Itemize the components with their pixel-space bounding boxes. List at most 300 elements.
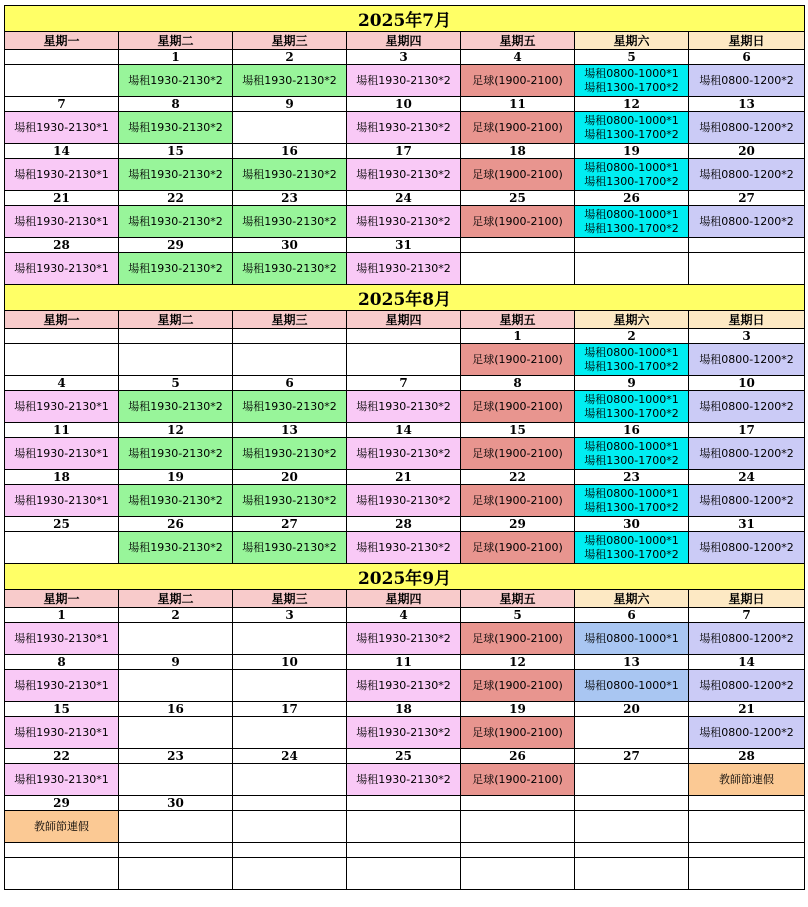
weekday-header: 星期五: [461, 311, 575, 329]
event-cell[interactable]: [119, 391, 233, 423]
event-cell[interactable]: [461, 391, 575, 423]
event-cell[interactable]: [575, 65, 689, 97]
event-cell[interactable]: [575, 717, 689, 749]
event-cell[interactable]: [233, 764, 347, 796]
event-label: 場租1930-2130*2: [356, 540, 451, 554]
date-number: 2: [119, 608, 233, 623]
weekday-header: 星期日: [689, 311, 805, 329]
weekday-header-row: [5, 311, 805, 329]
event-label: 足球(1900-2100): [472, 399, 563, 413]
date-number-row: [5, 608, 805, 623]
date-number: [233, 329, 347, 344]
empty-cell: [461, 843, 575, 858]
weekday-header: 星期二: [119, 311, 233, 329]
event-cell[interactable]: [5, 112, 119, 144]
event-cell[interactable]: [233, 391, 347, 423]
date-number: [347, 329, 461, 344]
event-label: 場租1930-2130*2: [242, 399, 337, 413]
date-number: 31: [689, 517, 805, 532]
weekday-header: 星期一: [5, 311, 119, 329]
event-label: 教師節連假: [34, 819, 89, 833]
event-label: 場租1930-2130*1: [14, 214, 109, 228]
date-number: 22: [119, 191, 233, 206]
calendar-table: [4, 5, 805, 890]
date-number-row: [5, 749, 805, 764]
event-cell[interactable]: [5, 623, 119, 655]
event-cell[interactable]: [347, 485, 461, 517]
event-label: 足球(1900-2100): [472, 772, 563, 786]
event-cell[interactable]: [461, 532, 575, 564]
weekday-header: 星期六: [575, 590, 689, 608]
event-cell[interactable]: [233, 811, 347, 843]
event-label: 場租1930-2130*2: [128, 214, 223, 228]
empty-cell: [5, 858, 119, 890]
month-title-row: [5, 564, 805, 590]
event-cell[interactable]: [461, 717, 575, 749]
event-cell[interactable]: [119, 159, 233, 191]
event-cell[interactable]: [233, 344, 347, 376]
event-cell[interactable]: [233, 112, 347, 144]
event-row: [5, 764, 805, 796]
event-label: 場租1930-2130*2: [242, 261, 337, 275]
event-cell[interactable]: [461, 65, 575, 97]
date-number-row: [5, 97, 805, 112]
event-cell[interactable]: [689, 717, 805, 749]
event-cell[interactable]: [689, 485, 805, 517]
event-label: 場租1300-1700*2: [584, 547, 679, 561]
event-cell[interactable]: [689, 344, 805, 376]
event-label: 場租1930-2130*1: [14, 446, 109, 460]
date-number: [575, 238, 689, 253]
event-label: 場租1300-1700*2: [584, 359, 679, 373]
event-cell[interactable]: [461, 253, 575, 285]
event-label: 場租1930-2130*2: [128, 120, 223, 134]
date-number: 22: [461, 470, 575, 485]
event-cell[interactable]: [119, 253, 233, 285]
date-number-row: [5, 191, 805, 206]
weekday-header: 星期六: [575, 311, 689, 329]
event-cell[interactable]: [233, 485, 347, 517]
event-label: 場租0800-1200*2: [699, 120, 794, 134]
event-cell[interactable]: [575, 670, 689, 702]
empty-cell: [119, 858, 233, 890]
event-label: 場租1930-2130*2: [356, 678, 451, 692]
weekday-header: 星期日: [689, 32, 805, 50]
event-label: 場租0800-1000*1: [584, 486, 679, 500]
event-cell[interactable]: [5, 811, 119, 843]
event-cell[interactable]: [347, 206, 461, 238]
date-number: 29: [5, 796, 119, 811]
date-number: 22: [5, 749, 119, 764]
event-label: 足球(1900-2100): [472, 540, 563, 554]
event-label: 場租1930-2130*1: [14, 167, 109, 181]
date-number: 9: [119, 655, 233, 670]
date-number: 27: [689, 191, 805, 206]
event-cell[interactable]: [575, 764, 689, 796]
date-number: 11: [5, 423, 119, 438]
date-number-row: [5, 238, 805, 253]
event-cell[interactable]: [689, 253, 805, 285]
event-cell[interactable]: [347, 811, 461, 843]
event-cell[interactable]: [233, 717, 347, 749]
event-label: 場租1300-1700*2: [584, 80, 679, 94]
date-number: 28: [689, 749, 805, 764]
event-cell[interactable]: [233, 670, 347, 702]
event-cell[interactable]: [575, 485, 689, 517]
event-cell[interactable]: [575, 344, 689, 376]
event-cell[interactable]: [233, 65, 347, 97]
event-cell[interactable]: [5, 253, 119, 285]
date-number: 30: [233, 238, 347, 253]
event-cell[interactable]: [461, 670, 575, 702]
event-cell[interactable]: [461, 438, 575, 470]
date-number: 16: [233, 144, 347, 159]
empty-cell: [347, 858, 461, 890]
date-number-row: [5, 655, 805, 670]
event-cell[interactable]: [119, 206, 233, 238]
date-number: 12: [461, 655, 575, 670]
event-label: 足球(1900-2100): [472, 631, 563, 645]
date-number: [5, 50, 119, 65]
date-number: 9: [575, 376, 689, 391]
event-row: [5, 623, 805, 655]
month-title: 2025年9月: [5, 564, 805, 590]
event-cell[interactable]: [119, 485, 233, 517]
date-number-row: [5, 144, 805, 159]
date-number: 10: [347, 97, 461, 112]
event-cell[interactable]: [5, 438, 119, 470]
empty-row: [5, 858, 805, 890]
date-number: [233, 796, 347, 811]
weekday-header: 星期六: [575, 32, 689, 50]
event-label: 場租0800-1200*2: [699, 493, 794, 507]
date-number: 26: [461, 749, 575, 764]
empty-cell: [233, 858, 347, 890]
date-number: 2: [233, 50, 347, 65]
weekday-header: 星期一: [5, 590, 119, 608]
event-cell[interactable]: [461, 764, 575, 796]
event-cell[interactable]: [461, 485, 575, 517]
date-number-row: [5, 423, 805, 438]
event-cell[interactable]: [119, 112, 233, 144]
event-row: [5, 344, 805, 376]
event-label: 場租1300-1700*2: [584, 127, 679, 141]
event-cell[interactable]: [461, 159, 575, 191]
event-label: 場租1930-2130*2: [356, 772, 451, 786]
event-row: [5, 811, 805, 843]
date-number: 8: [461, 376, 575, 391]
date-number: 29: [461, 517, 575, 532]
date-number: 4: [347, 608, 461, 623]
event-label: 場租1930-2130*2: [242, 540, 337, 554]
date-number: 4: [461, 50, 575, 65]
event-label: 場租1300-1700*2: [584, 500, 679, 514]
event-label: 足球(1900-2100): [472, 446, 563, 460]
event-cell[interactable]: [233, 159, 347, 191]
weekday-header: 星期二: [119, 590, 233, 608]
date-number: 1: [119, 50, 233, 65]
weekday-header: 星期三: [233, 311, 347, 329]
event-cell[interactable]: [347, 717, 461, 749]
event-cell[interactable]: [575, 391, 689, 423]
date-number: 28: [5, 238, 119, 253]
date-number: 20: [689, 144, 805, 159]
event-cell[interactable]: [5, 485, 119, 517]
date-number: 19: [575, 144, 689, 159]
date-number: 26: [119, 517, 233, 532]
event-cell[interactable]: [233, 532, 347, 564]
event-cell[interactable]: [5, 764, 119, 796]
date-number: 16: [119, 702, 233, 717]
date-number: 21: [689, 702, 805, 717]
date-number: [5, 329, 119, 344]
empty-cell: [575, 858, 689, 890]
weekday-header: 星期四: [347, 311, 461, 329]
date-number: 8: [5, 655, 119, 670]
event-cell[interactable]: [5, 717, 119, 749]
date-number: 4: [5, 376, 119, 391]
event-cell[interactable]: [347, 670, 461, 702]
event-cell[interactable]: [575, 253, 689, 285]
date-number: 7: [5, 97, 119, 112]
event-cell[interactable]: [689, 764, 805, 796]
event-cell[interactable]: [233, 206, 347, 238]
date-number: 3: [233, 608, 347, 623]
event-cell[interactable]: [575, 438, 689, 470]
date-number-row: [5, 702, 805, 717]
event-cell[interactable]: [347, 764, 461, 796]
event-label: 場租0800-1200*2: [699, 214, 794, 228]
event-cell[interactable]: [119, 623, 233, 655]
event-label: 場租1930-2130*2: [356, 399, 451, 413]
event-cell[interactable]: [689, 159, 805, 191]
empty-cell: [689, 843, 805, 858]
event-cell[interactable]: [347, 438, 461, 470]
date-number: 14: [5, 144, 119, 159]
date-number: 30: [575, 517, 689, 532]
month-title: 2025年8月: [5, 285, 805, 311]
event-row: [5, 253, 805, 285]
event-cell[interactable]: [575, 811, 689, 843]
empty-cell: [575, 843, 689, 858]
date-number: 1: [461, 329, 575, 344]
empty-cell: [689, 858, 805, 890]
date-number: 5: [575, 50, 689, 65]
event-label: 場租1930-2130*1: [14, 678, 109, 692]
event-row: [5, 112, 805, 144]
date-number: 3: [689, 329, 805, 344]
event-cell[interactable]: [119, 811, 233, 843]
date-number: 27: [575, 749, 689, 764]
date-number: 8: [119, 97, 233, 112]
empty-cell: [233, 843, 347, 858]
event-label: 場租0800-1200*2: [699, 540, 794, 554]
month-title: 2025年7月: [5, 6, 805, 32]
event-cell[interactable]: [5, 65, 119, 97]
event-row: [5, 65, 805, 97]
event-cell[interactable]: [119, 670, 233, 702]
event-row: [5, 206, 805, 238]
event-label: 場租0800-1000*1: [584, 439, 679, 453]
date-number: 26: [575, 191, 689, 206]
date-number: 6: [233, 376, 347, 391]
event-cell[interactable]: [689, 391, 805, 423]
date-number: 19: [119, 470, 233, 485]
event-label: 場租1930-2130*2: [242, 167, 337, 181]
event-cell[interactable]: [119, 532, 233, 564]
weekday-header-row: [5, 590, 805, 608]
date-number: 14: [347, 423, 461, 438]
date-number: 30: [119, 796, 233, 811]
event-label: 場租1930-2130*1: [14, 399, 109, 413]
date-number: [119, 329, 233, 344]
event-cell[interactable]: [575, 623, 689, 655]
event-label: 足球(1900-2100): [472, 352, 563, 366]
event-label: 場租1930-2130*2: [128, 73, 223, 87]
event-cell[interactable]: [119, 65, 233, 97]
event-cell[interactable]: [5, 532, 119, 564]
event-cell[interactable]: [575, 112, 689, 144]
event-cell[interactable]: [575, 159, 689, 191]
date-number: 7: [347, 376, 461, 391]
event-label: 場租1930-2130*2: [356, 725, 451, 739]
date-number: 11: [347, 655, 461, 670]
event-cell[interactable]: [347, 391, 461, 423]
date-number: 17: [689, 423, 805, 438]
event-label: 場租0800-1000*1: [584, 392, 679, 406]
event-label: 場租1930-2130*2: [128, 167, 223, 181]
event-cell[interactable]: [347, 159, 461, 191]
date-number: 12: [575, 97, 689, 112]
event-cell[interactable]: [119, 717, 233, 749]
event-row: [5, 438, 805, 470]
date-number: 19: [461, 702, 575, 717]
event-label: 場租1930-2130*2: [128, 261, 223, 275]
date-number: [689, 238, 805, 253]
event-label: 場租0800-1000*1: [584, 533, 679, 547]
event-row: [5, 670, 805, 702]
event-cell[interactable]: [461, 344, 575, 376]
date-number: 18: [347, 702, 461, 717]
event-label: 場租1930-2130*1: [14, 725, 109, 739]
event-label: 場租1930-2130*2: [356, 73, 451, 87]
event-label: 場租1930-2130*2: [128, 540, 223, 554]
event-label: 足球(1900-2100): [472, 167, 563, 181]
date-number: 24: [347, 191, 461, 206]
event-cell[interactable]: [233, 253, 347, 285]
event-row: [5, 717, 805, 749]
event-cell[interactable]: [689, 623, 805, 655]
event-label: 場租1930-2130*1: [14, 261, 109, 275]
event-cell[interactable]: [575, 206, 689, 238]
event-cell[interactable]: [347, 112, 461, 144]
event-cell[interactable]: [119, 438, 233, 470]
event-cell[interactable]: [119, 344, 233, 376]
event-cell[interactable]: [347, 344, 461, 376]
date-number: 11: [461, 97, 575, 112]
event-cell[interactable]: [689, 811, 805, 843]
event-label: 足球(1900-2100): [472, 73, 563, 87]
event-label: 場租1930-2130*2: [356, 493, 451, 507]
event-label: 場租0800-1200*2: [699, 167, 794, 181]
event-cell[interactable]: [5, 344, 119, 376]
date-number-row: [5, 376, 805, 391]
event-row: [5, 391, 805, 423]
event-cell[interactable]: [689, 532, 805, 564]
event-label: 場租1300-1700*2: [584, 221, 679, 235]
event-cell[interactable]: [689, 65, 805, 97]
weekday-header: 星期五: [461, 32, 575, 50]
event-label: 場租1930-2130*2: [242, 493, 337, 507]
event-cell[interactable]: [347, 532, 461, 564]
event-cell[interactable]: [5, 391, 119, 423]
weekday-header: 星期二: [119, 32, 233, 50]
event-cell[interactable]: [233, 438, 347, 470]
event-cell[interactable]: [461, 811, 575, 843]
date-number: 9: [233, 97, 347, 112]
event-cell[interactable]: [689, 438, 805, 470]
event-row: [5, 485, 805, 517]
date-number: [347, 796, 461, 811]
event-label: 場租0800-1000*1: [584, 113, 679, 127]
event-cell[interactable]: [347, 253, 461, 285]
event-cell[interactable]: [5, 670, 119, 702]
event-label: 足球(1900-2100): [472, 214, 563, 228]
event-cell[interactable]: [347, 65, 461, 97]
date-number-row: [5, 470, 805, 485]
event-label: 場租1930-2130*2: [356, 120, 451, 134]
date-number: 29: [119, 238, 233, 253]
empty-cell: [461, 858, 575, 890]
weekday-header-row: [5, 32, 805, 50]
weekday-header: 星期四: [347, 32, 461, 50]
date-number: 13: [575, 655, 689, 670]
weekday-header: 星期三: [233, 590, 347, 608]
event-cell[interactable]: [575, 532, 689, 564]
event-label: 場租1930-2130*2: [356, 446, 451, 460]
event-label: 場租1930-2130*1: [14, 493, 109, 507]
event-label: 足球(1900-2100): [472, 493, 563, 507]
event-cell[interactable]: [689, 112, 805, 144]
date-number: 7: [689, 608, 805, 623]
date-number: [575, 796, 689, 811]
event-cell[interactable]: [5, 159, 119, 191]
date-number: 25: [461, 191, 575, 206]
date-number: 17: [347, 144, 461, 159]
event-cell[interactable]: [689, 670, 805, 702]
event-label: 場租1930-2130*2: [242, 214, 337, 228]
event-cell[interactable]: [347, 623, 461, 655]
weekday-header: 星期三: [233, 32, 347, 50]
event-cell[interactable]: [461, 206, 575, 238]
event-label: 場租1930-2130*1: [14, 772, 109, 786]
event-cell[interactable]: [461, 112, 575, 144]
event-cell[interactable]: [119, 764, 233, 796]
event-cell[interactable]: [689, 206, 805, 238]
event-label: 場租0800-1200*2: [699, 446, 794, 460]
event-cell[interactable]: [233, 623, 347, 655]
date-number: 28: [347, 517, 461, 532]
event-label: 場租1930-2130*1: [14, 631, 109, 645]
event-label: 場租0800-1000*1: [584, 66, 679, 80]
date-number: 5: [461, 608, 575, 623]
event-cell[interactable]: [461, 623, 575, 655]
event-label: 場租1930-2130*2: [128, 493, 223, 507]
event-label: 場租1930-2130*1: [14, 120, 109, 134]
date-number: 15: [5, 702, 119, 717]
event-label: 教師節連假: [719, 772, 775, 786]
event-cell[interactable]: [5, 206, 119, 238]
